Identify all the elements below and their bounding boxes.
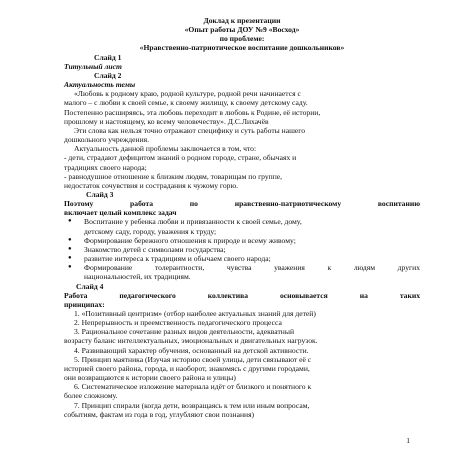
- quote-line: Постепенно расширяясь, эта любовь переходит в любовь к Родине, её истории,: [64, 107, 321, 117]
- slide4-intro-line: Работа педагогического коллектива основывается на таких: [64, 290, 420, 300]
- list-item-text: ● развитие интереса к традициям и обычаем своего народа;: [84, 254, 271, 264]
- list-item: [64, 217, 420, 235]
- text-line: дошкольного учреждения.: [64, 135, 150, 145]
- slide4-label: Слайд 4: [76, 281, 104, 291]
- text-line: Актуальность данной проблемы заключается в том, что:: [74, 144, 257, 154]
- principle-line: историей своего района, города, и наоборот, знакомясь с другими городами,: [64, 363, 310, 373]
- list-item-text: ● Формирование толерантности, чувства уважения к людям других: [84, 263, 420, 273]
- principle-line: возрасту баланс интеллектуальных, эмоциональных и двигательных нагрузок.: [64, 336, 318, 346]
- list-item-text: ● Воспитание у ребенка любви и привязанности к своей семье, дому,: [84, 217, 302, 227]
- principle-line: 5. Принцип маятника (Изучая историю своей улицы, дети связывают её с: [74, 354, 312, 364]
- slide1-label: Слайд 1: [94, 52, 122, 62]
- list-item: [64, 245, 420, 254]
- text-line: традициях своего народа;: [64, 162, 147, 172]
- document-body: [64, 16, 420, 419]
- list-item: [64, 263, 420, 281]
- slide2-label: Слайд 2: [94, 70, 122, 80]
- slide3-intro-line: Поэтому работа по нравственно-патриотическому воспитанию: [64, 199, 420, 209]
- quote-line: малого – с любви к своей семье, к своему жилищу, к своему детскому саду.: [64, 98, 308, 108]
- quote-line: «Любовь к родному краю, родной культуре, родной речи начинается с: [74, 89, 301, 99]
- principle-line: событиям, фактам из года в год, углубляют свои познания): [64, 409, 255, 419]
- slide4-principles: [64, 309, 420, 419]
- principle-line: 4. Развивающий характер обучения, основанный на детской активности.: [74, 345, 309, 355]
- doc-title-line-3: по проблеме:: [219, 34, 265, 44]
- slide4-intro-line: принципах:: [64, 299, 105, 309]
- text-line: - дети, страдают дефицитом знаний о родном городе, стране, обычаях и: [64, 153, 297, 163]
- list-item: [64, 254, 420, 263]
- list-item-text: ● Знакомство детей с символами государства;: [84, 244, 226, 254]
- slide3-label: Слайд 3: [86, 189, 114, 199]
- doc-title-line-2: «Опыт работы ДОУ №9 «Восход»: [184, 25, 300, 35]
- slide3-task-list: [64, 217, 420, 281]
- list-item-text: ● Формирование бережного отношения к природе и всему живому;: [84, 235, 296, 245]
- principle-line: более сложному.: [64, 391, 118, 401]
- slide2-text: [64, 126, 420, 190]
- principle-line: они возвращаются к истории своего района и улицы): [64, 373, 236, 383]
- list-item-text: детскому саду, городу, уважения к труду;: [84, 226, 217, 236]
- page-number: 1: [406, 436, 410, 445]
- text-line: - равнодушное отношение к близким людям, товарищам по группе,: [64, 171, 283, 181]
- principle-line: 2. Непрерывность и преемственность педагогического процесса: [74, 318, 282, 328]
- slide1-title: Титульный лист: [64, 61, 122, 71]
- list-item-text: национальностей, их традициям.: [84, 272, 191, 282]
- doc-title-line-4: «Нравственно-патриотическое воспитание дошкольников»: [139, 43, 345, 53]
- principle-line: 7. Принцип спирали (когда дети, возвращаясь к тем или иным вопросам,: [74, 400, 310, 410]
- text-line: Эти слова как нельзя точно отражают специфику и суть работы нашего: [74, 125, 306, 135]
- principle-line: 3. Рациональное сочетание разных видов деятельности, адекватный: [74, 327, 295, 337]
- slide3-intro-line: включает целый комплекс задач: [64, 208, 177, 218]
- principle-line: 1. «Позитивный центризм» (отбор наиболее актуальных знаний для детей): [74, 309, 316, 318]
- slide2-title: Актуальность темы: [64, 80, 136, 90]
- principle-line: 6. Систематическое изложение материала идёт от близкого и понятного к: [74, 382, 312, 392]
- list-item: [64, 236, 420, 245]
- slide2-quote: [64, 89, 420, 126]
- doc-title-line-1: Доклад к презентации: [203, 16, 281, 25]
- text-line: недостаток сочувствия и сострадания к чужому горю.: [64, 180, 239, 190]
- quote-line: прошлому и настоящему, ко всему человечеству». Д.С.Лихачёв: [64, 116, 269, 126]
